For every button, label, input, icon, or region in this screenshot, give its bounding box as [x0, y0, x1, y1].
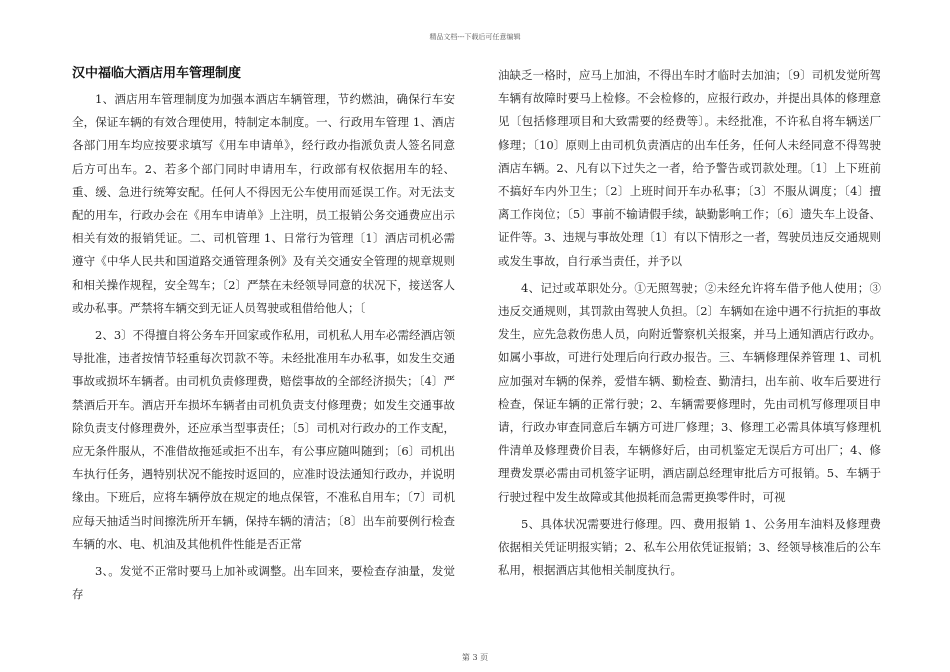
right-column — [498, 64, 881, 586]
paragraph-1: 1、酒店用车管理制度为加强本酒店车辆管理，节约燃油，确保行车安全，保证车辆的有效合理使用，特制定本制度。一、行政用车管理 1、酒店各部门用车均应按要求填写《用车申请单》，经行政办指派负责人签名同意后方可出车。2、若多个部门同时申请用车，行政部有权依据用车的轻、重、缓、急进行统筹安配。任何人不得因无公车使用而延误工作。对无法支配的用车，行政办会在《用车申请单》上注明，员工报销公务交通费应出示相关有效的报销凭证。二、司机管理 1、日常行为管理〔1〕酒店司机必需遵守《中华人民共和国道路交通管理条例》及有关交通安全管理的规章规则和相关操作规程，安全驾车；〔2〕严禁在未经领导同意的状况下，接送客人或办私事。严禁将车辆交到无证人员驾驶或租借给他人；〔 — [72, 92, 455, 315]
paragraph-6: 5、具体状况需要进行修理。四、费用报销 1、公务用车油料及修理费依据相关凭证明报实销；2、私车公用依凭证报销；3、经领导核准后的公车私用，根据酒店其他相关制度执行。 — [498, 516, 881, 578]
paragraph-3: 3、。发觉不正常时要马上加补或调整。出车回来，要检查存油量，发觉存 — [72, 564, 455, 602]
left-column — [72, 62, 455, 610]
paragraph-4: 油缺乏一格时，应马上加油，不得出车时才临时去加油；〔9〕司机发觉所驾车辆有故障时要马上检修。不会检修的，应报行政办，并提出具体的修理意见〔包括修理项目和大致需要的经费等〕。未经批准，不许私自将车辆送厂修理；〔10〕原则上由司机负责酒店的出车任务，任何人未经同意不得驾驶酒店车辆。2、凡有以下过失之一者，给予警告或罚款处理。〔1〕上下班前不搞好车内外卫生；〔2〕上班时间开车办私事；〔3〕不服从调度；〔4〕擅离工作岗位；〔5〕事前不输请假手续，缺勤影响工作；〔6〕遗失车上设备、证件等。3、违规与事故处理〔1〕有以下情形之一者，驾驶员违反交通规则或发生事故，自行承当责任，并予以 — [498, 68, 881, 268]
paragraph-2: 2、3〕不得擅自将公务车开回家或作私用，司机私人用车必需经酒店领导批准，违者按情节轻重每次罚款不等。未经批准用车办私事，如发生交通事故或损坏车辆者。由司机负责修理费，赔偿事故的全部经济损失；〔4〕严禁酒后开车。酒店开车损坏车辆者由司机负责支付修理费；如发生交通事故除负责支付修理费外，还应承当型事责任；〔5〕司机对行政办的工作支配，应无条件服从，不准借故拖延或拒不出车，有公事应随叫随到；〔6〕司机出车执行任务，遇特别状况不能按时返回的，应准时设法通知行政办，并说明缘由。下班后，应将车辆停放在规定的地点保管，不准私自用车；〔7〕司机应每天抽适当时间擦洗所开车辆，保持车辆的清洁；〔8〕出车前要例行检查车辆的水、电、机油及其他机件性能是否正常 — [72, 328, 455, 551]
page-header: 精品文档---下载后可任意编辑 — [429, 33, 521, 41]
paragraph-5: 4、记过或革职处分。①无照驾驶；②未经允许将车借予他人使用；③违反交通规则，其罚款由驾驶人负担。〔2〕车辆如在途中遇不行抗拒的事故发生，应先急救伤患人员，向附近警察机关报案，并马上通知酒店行政办。如属小事故，可进行处理后向行政办报告。三、车辆修理保养管理 1、司机应加强对车辆的保养，爱惜车辆、勤检查、勤清扫，出车前、收车后要进行检查，保证车辆的正常行驶；2、车辆需要修理时，先由司机写修理项目申请，行政办审查同意后车辆方可进厂修理；3、修理工必需具体填写修理机件清单及修理费价目表，车辆修好后，由司机鉴定无误后方可出厂；4、修理费发票必需由司机签字证明，酒店副总经理审批后方可报销。5、车辆于行驶过程中发生故障或其他损耗而急需更换零件时，可视 — [498, 280, 881, 504]
document-title: 汉中福临大酒店用车管理制度 — [72, 66, 242, 81]
page-number: 第 3 页 — [461, 653, 489, 662]
